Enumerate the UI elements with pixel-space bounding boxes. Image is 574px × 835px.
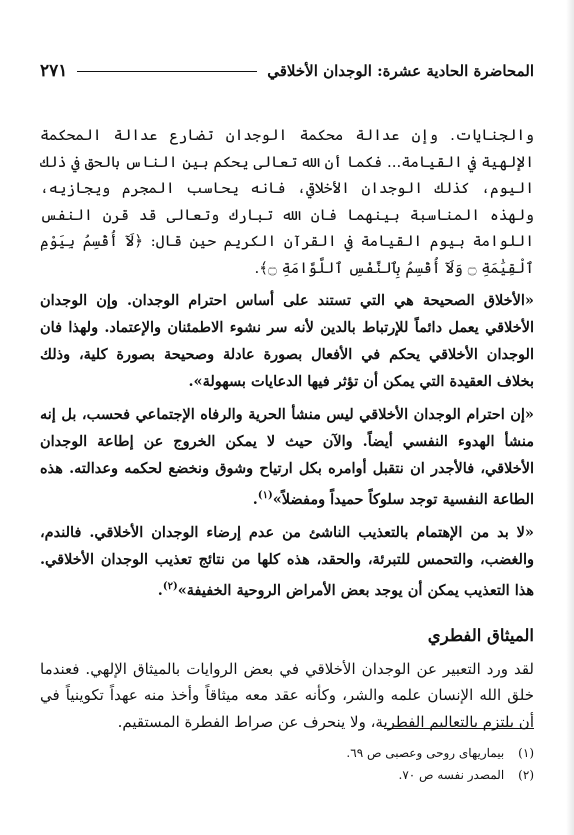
block-quote: «إن احترام الوجدان الأخلاقي ليس منشأ الحرية والرفاه الإجتماعي فحسب، بل إنه منشأ الهدوء النفسي أيضاً. والآن حيث لا يمكن الخروج عن إطاعة الوجدان الأخلاقي، فالأجدر ان نتقبل أوامره بكل ارتياح وشوق ونخضع لحكمه وعدالته. هذه الطاعة النفسية توجد سلوكاً حميداً ومفضلاً»$^{(١)}$. (40, 406, 534, 508)
footnote (40, 742, 534, 764)
paragraph: لقد ورد التعبير عن الوجدان الأخلاقي في بعض الروايات بالميثاق الإلهي. فعندما خلق الله الإنسان علمه والشر، وكأنه عقد معه ميثاقاً وأخذ منه عهداً تكوينياً في أن يلتزم بالتعاليم الفطرية، ولا ينحرف عن صراط الفطرة المستقيم. (40, 659, 534, 731)
footnote-ref: (١) (257, 490, 273, 501)
block-quote (40, 287, 534, 395)
page-number: ٢٧١ (40, 61, 68, 81)
scan-edge-shadow (566, 0, 574, 835)
footnote-number: (٢) (518, 768, 534, 782)
block-quote: «لا بد من الإهتمام بالتعذيب الناشئ من عدم إرضاء الوجدان الأخلاقي. فالندم، والغضب، والتحمس للتبرئة، والحقد، هذه كلها من نتائج تعذيب الوجدان الأخلاقي. هذا التعذيب يمكن أن يوجد بعض الأمراض الروحية الخفيفة»$^{(٢)}$. (40, 523, 534, 599)
section-heading: الميثاق الفطري (427, 625, 534, 645)
footnote-divider (384, 728, 534, 729)
header-rule (77, 71, 257, 72)
page-body (40, 122, 534, 735)
footnote-ref: (٢) (162, 580, 178, 592)
footnotes (40, 742, 534, 786)
quote-text: «إن احترام الوجدان الأخلاقي ليس منشأ الحرية والرفاه الإجتماعي فحسب، بل إنه منشأ الهدوء النفسي أيضاً. والآن حيث لا يمكن الخروج عن إطاعة الوجدان الأخلاقي، فالأجدر ان نتقبل أوامره بكل ارتياح وشوق ونخضع لحكمه وعدالته. هذه الطاعة النفسية توجد سلوكاً حميداً ومفضلاً» (40, 406, 534, 508)
paragraph: والجنايات. وإن عدالة محكمة الوجدان تضارع عدالة المحكمة الإلهية في القيامة... فكما أن الله تعالى يحكم بين الناس بالحق في ذلك اليوم، كذلك الوجدان الأخلاقي، فانه يحاسب المجرم ويجازيه، ولهذه المناسبة بينهما فان الله تبارك وتعالى قد قرن النفس اللوامة بيوم القيامة في القرآن الكريم حين قال: ﴿لَآ أُقْسِمُ بِيَوْمِ ٱلْقِيَٰمَةِ ۝ وَلَآ أُقْسِمُ بِٱلنَّفْسِ ٱللَّوَّامَةِ ۝﴾. (40, 126, 534, 277)
quote-text: «لا بد من الإهتمام بالتعذيب الناشئ من عدم إرضاء الوجدان الأخلاقي. فالندم، والغضب، والتحمس للتبرئة، والحقد، هذه كلها من نتائج تعذيب الوجدان الأخلاقي. هذا التعذيب يمكن أن يوجد بعض الأمراض الروحية الخفيفة» (40, 523, 534, 599)
chapter-title: المحاضرة الحادية عشرة: الوجدان الأخلاقي (267, 62, 534, 80)
footnote (40, 764, 534, 786)
footnote-text: المصدر نفسه ص ٧٠. (398, 768, 505, 782)
quote-text: «الأخلاق الصحيحة هي التي تستند على أساس احترام الوجدان. وإن الوجدان الأخلاقي يعمل دائماً للإرتباط بالدين لأنه سر نشوء الاطمئنان والإعتماد. ولهذا فان الوجدان الأخلاقي يحكم في الأفعال بصورة عادلة وصحيحة بصورة كلية، وذلك بخلاف العقيدة التي يمكن أن تؤثر فيها الدعايات بسهولة». (40, 292, 534, 390)
footnote-text: بيماريهاى روحى وعصبى ص ٦٩. (346, 746, 505, 760)
running-header (40, 58, 534, 84)
footnote-number: (١) (518, 746, 534, 760)
